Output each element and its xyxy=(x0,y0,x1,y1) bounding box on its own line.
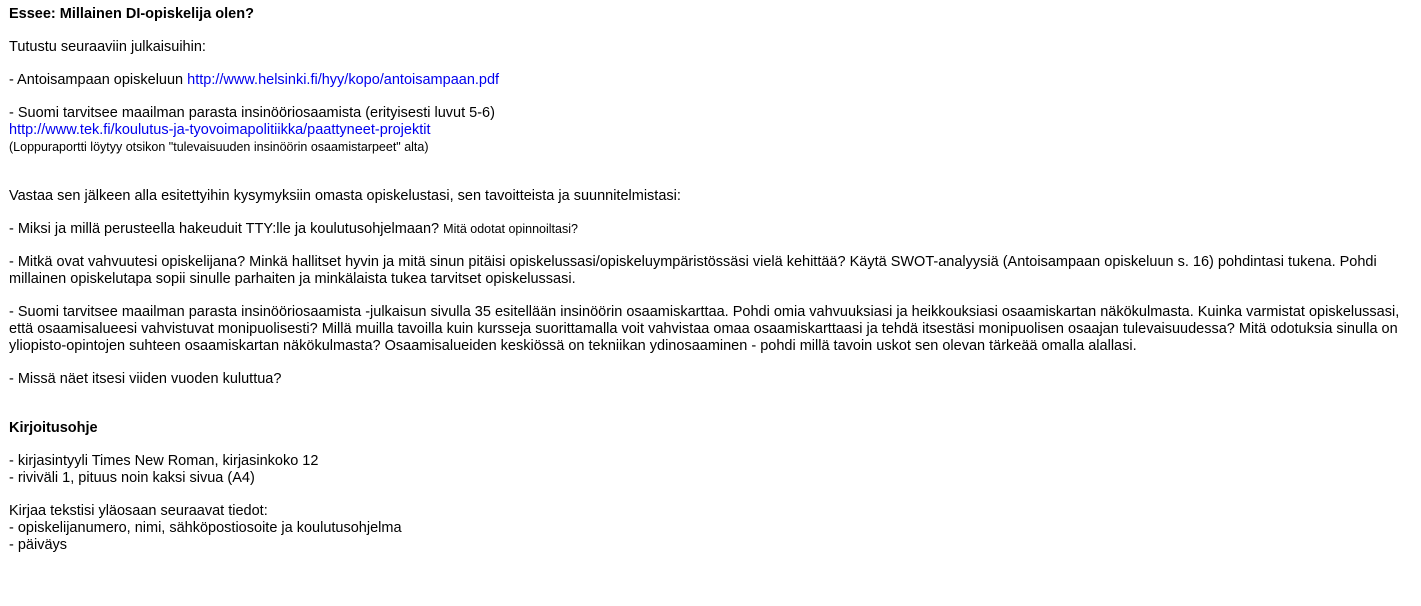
question-1-sub: Mitä odotat opinnoiltasi? xyxy=(443,222,578,236)
answer-intro: Vastaa sen jälkeen alla esitettyihin kysymyksiin omasta opiskelustasi, sen tavoitteista ja suunnitelmistasi: xyxy=(9,188,681,204)
header-info-item-date: - päiväys xyxy=(9,537,68,553)
header-info-list xyxy=(9,503,1413,554)
header-info-item-student: - opiskelijanumero, nimi, sähköpostiosoite ja koulutusohjelma xyxy=(9,520,402,536)
publication-2 xyxy=(9,105,1413,156)
intro-text: Tutustu seuraaviin julkaisuihin: xyxy=(9,39,206,55)
header-info-intro: Kirjaa tekstisi yläosaan seuraavat tiedot: xyxy=(9,503,268,519)
question-1 xyxy=(9,221,1413,238)
publication-2-link[interactable]: http://www.tek.fi/koulutus-ja-tyovoimapolitiikka/paattyneet-projektit xyxy=(9,122,431,138)
question-1-main: - Miksi ja millä perusteella hakeuduit TTY:lle ja koulutusohjelmaan? xyxy=(9,221,444,237)
publication-1 xyxy=(9,72,1413,89)
question-4: - Missä näet itsesi viiden vuoden kuluttua? xyxy=(9,371,282,387)
publication-1-link[interactable]: http://www.helsinki.fi/hyy/kopo/antoisampaan.pdf xyxy=(187,72,500,88)
guide-item-spacing: - riviväli 1, pituus noin kaksi sivua (A4) xyxy=(9,470,255,486)
essay-title: Essee: Millainen DI-opiskelija olen? xyxy=(9,6,254,22)
writing-guide-list xyxy=(9,453,1413,487)
publication-2-label: - Suomi tarvitsee maailman parasta insinööriosaamista (erityisesti luvut 5-6) xyxy=(9,105,495,121)
writing-guide-heading: Kirjoitusohje xyxy=(9,420,98,436)
publication-1-label: - Antoisampaan opiskeluun xyxy=(9,72,188,88)
question-3: - Suomi tarvitsee maailman parasta insinööriosaamista -julkaisun sivulla 35 esitellään insinöörin osaamiskarttaa. Pohdi omia vahvuuksiasi ja heikkouksiasi osaamiskartan näkökulmasta. Kuinka varmistat opiskelussasi, että osaamisalueesi vahvistuvat monipuolisesti? Millä muilla tavoilla kuin kursseja suorittamalla voit vahvistaa omaa osaamiskarttaasi ja tehdä itsestäsi monipuolisen osaajan tulevaisuudessa? Mitä odotuksia sinulla on yliopisto-opintojen suhteen osaamiskartan näkökulmasta? Osaamisalueiden keskiössä on tekniikan ydinosaaminen - pohdi millä tavoin uskot sen olevan tärkeää omalla alallasi. xyxy=(9,304,1400,354)
guide-item-font: - kirjasintyyli Times New Roman, kirjasinkoko 12 xyxy=(9,453,319,469)
question-2: - Mitkä ovat vahvuutesi opiskelijana? Minkä hallitset hyvin ja mitä sinun pitäisi opiskelussasi/opiskeluympäristössäsi vielä kehittää? Käytä SWOT-analyysiä (Antoisampaan opiskeluun s. 16) pohdintasi tukena. Pohdi millainen opiskelutapa sopii sinulle parhaiten ja minkälaista tukea tarvitset opiskelussasi. xyxy=(9,254,1377,287)
publication-2-note: (Loppuraportti löytyy otsikon "tulevaisuuden insinöörin osaamistarpeet" alta) xyxy=(9,140,429,154)
